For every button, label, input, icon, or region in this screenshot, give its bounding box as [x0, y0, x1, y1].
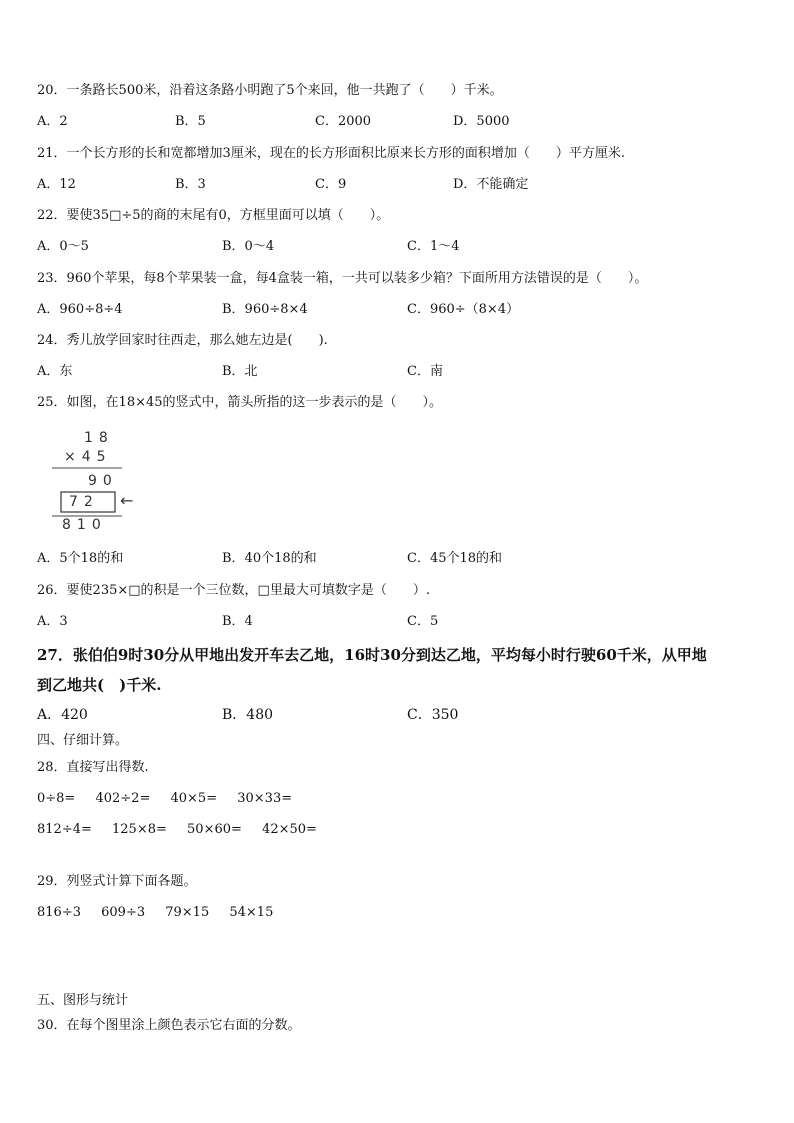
q21-option-a[interactable]: A．12 [37, 177, 76, 192]
q22-text: 22．要使35□÷5的商的末尾有0，方框里面可以填（ ）。 [37, 208, 390, 223]
figure-multiplicand: 18 [84, 430, 114, 446]
q28-item: 0÷8= [37, 791, 76, 806]
q28-item: 812÷4= [37, 822, 92, 837]
q21-option-b[interactable]: B．3 [175, 177, 206, 192]
q20-option-a[interactable]: A．2 [37, 114, 68, 129]
section-4-heading: 四、仔细计算。 [37, 733, 129, 748]
q27-option-c[interactable]: C．350 [407, 707, 459, 723]
q24-option-b[interactable]: B．北 [222, 364, 258, 379]
q22-option-a[interactable]: A．0～5 [37, 239, 89, 254]
vertical-multiplication-figure [50, 428, 150, 538]
q22-option-c[interactable]: C．1～4 [407, 239, 460, 254]
figure-partial-product-2: 72 [69, 494, 99, 510]
q25-option-c[interactable]: C．45个18的和 [407, 551, 503, 566]
q29-items [37, 905, 289, 921]
q29-text: 29．列竖式计算下面各题。 [37, 874, 197, 889]
q28-item: 50×60= [187, 822, 242, 837]
q23-option-b[interactable]: B．960÷8×4 [222, 302, 308, 317]
q26-option-c[interactable]: C．5 [407, 614, 439, 629]
q23-option-a[interactable]: A．960÷8÷4 [37, 302, 123, 317]
q29-item: 609÷3 [101, 905, 146, 920]
q27-text-line2: 到乙地共( )千米. [37, 676, 162, 694]
q28-row-1 [37, 791, 308, 807]
q28-item: 402÷2= [95, 791, 151, 806]
q28-row-2 [37, 822, 333, 838]
q28-item: 125×8= [112, 822, 167, 837]
q28-item: 42×50= [262, 822, 317, 837]
q25-option-a[interactable]: A．5个18的和 [37, 551, 124, 566]
q26-text: 26．要使235×□的积是一个三位数，□里最大可填数字是（ ）. [37, 583, 430, 598]
arrow-icon: ← [120, 491, 134, 510]
figure-partial-product-1: 90 [88, 473, 118, 489]
q21-option-d[interactable]: D．不能确定 [453, 177, 529, 192]
q24-option-a[interactable]: A．东 [37, 364, 73, 379]
q24-option-c[interactable]: C．南 [407, 364, 443, 379]
q29-item: 816÷3 [37, 905, 81, 920]
q23-option-c[interactable]: C．960÷（8×4） [407, 302, 520, 317]
q22-option-b[interactable]: B．0～4 [222, 239, 275, 254]
q25-option-b[interactable]: B．40个18的和 [222, 551, 317, 566]
q25-text: 25．如图，在18×45的竖式中，箭头所指的这一步表示的是（ ）。 [37, 395, 443, 410]
section-5-heading: 五、图形与统计 [37, 993, 129, 1008]
q27-option-b[interactable]: B．480 [222, 707, 274, 723]
q20-text: 20．一条路长500米，沿着这条路小明跑了5个来回，他一共跑了（ ）千米。 [37, 83, 503, 98]
q28-item: 40×5= [170, 791, 218, 806]
q20-option-c[interactable]: C．2000 [315, 114, 372, 129]
q20-option-d[interactable]: D．5000 [453, 114, 510, 129]
q26-option-b[interactable]: B．4 [222, 614, 253, 629]
q21-text: 21．一个长方形的长和宽都增加3厘米，现在的长方形面积比原来长方形的面积增加（ ）平方厘米. [37, 146, 625, 161]
q29-item: 79×15 [165, 905, 210, 920]
q23-text: 23．960个苹果，每8个苹果装一盒，每4盒装一箱，一共可以装多少箱？下面所用方法错误的是（ ）。 [37, 271, 648, 286]
figure-multiplier: ×45 [64, 449, 112, 465]
q26-option-a[interactable]: A．3 [37, 614, 68, 629]
q28-text: 28．直接写出得数. [37, 760, 149, 775]
q24-text: 24．秀儿放学回家时往西走，那么她左边是( ). [37, 333, 328, 348]
q27-text-line1: 27．张伯伯9时30分从甲地出发开车去乙地，16时30分到达乙地，平均每小时行驶60千米，从甲地 [37, 646, 707, 664]
q27-option-a[interactable]: A．420 [37, 707, 88, 723]
q28-item: 30×33= [237, 791, 293, 806]
figure-product: 810 [62, 517, 107, 533]
q29-item: 54×15 [229, 905, 274, 920]
q30-text: 30．在每个图里涂上颜色表示它右面的分数。 [37, 1018, 301, 1033]
q20-option-b[interactable]: B．5 [175, 114, 206, 129]
q21-option-c[interactable]: C．9 [315, 177, 347, 192]
